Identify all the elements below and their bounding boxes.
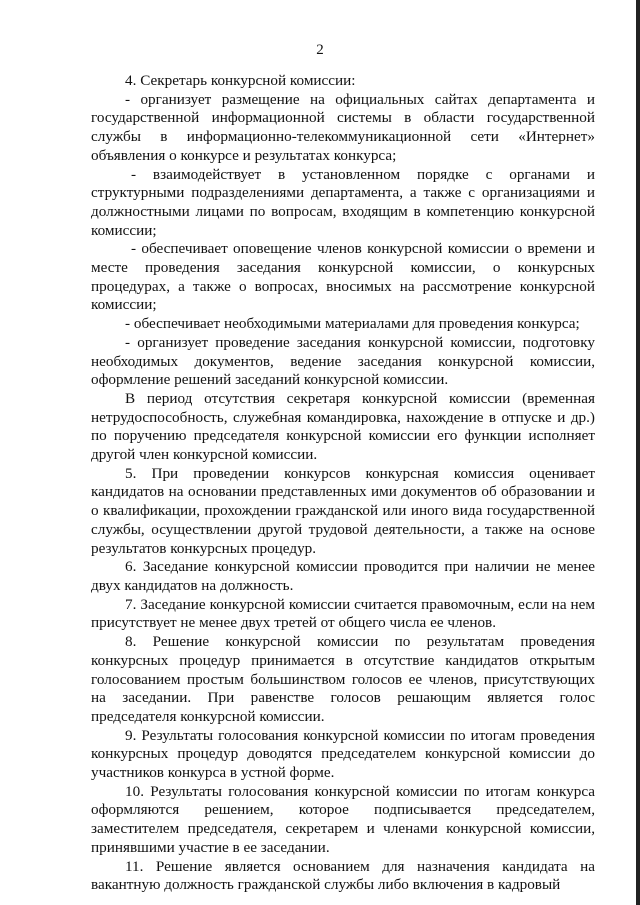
section-5-paragraph: 5. При проведении конкурсов конкурсная комиссия оценивает кандидатов на основании представленных ими документов об образовании и о квалификации, прохождении гражданской или иного вида государственной службы, осуществлении другой трудовой деятельности, а также на основе результатов конкурсных процедур. [91, 464, 595, 557]
secretary-duty-organize: - организует проведение заседания конкурсной комиссии, подготовку необходимых документов, ведение заседания конкурсной комиссии, оформление решений заседаний конкурсной комиссии. [91, 333, 595, 389]
section-8-paragraph: 8. Решение конкурсной комиссии по результатам проведения конкурсных процедур принимается в отсутствие кандидатов открытым голосованием простым большинством голосов ее членов, присутствующих на заседании. При равенстве голосов решающим является голос председателя конкурсной комиссии. [91, 633, 595, 725]
secretary-duty-publish: - организует размещение на официальных сайтах департамента и государственной информационной системы в области государственной службы в информационно-телекоммуникационной сети «Интернет» объявления о конкурсе и результатах конкурса; [91, 90, 595, 164]
document-body [91, 72, 595, 895]
scan-edge-border [636, 0, 640, 905]
secretary-duty-materials: - обеспечивает необходимыми материалами для проведения конкурса; [125, 315, 580, 333]
section-9-paragraph: 9. Результаты голосования конкурсной комиссии по итогам проведения конкурсных процедур доводятся председателем конкурсной комиссии до участников конкурса в устной форме. [91, 726, 595, 782]
page-number: 2 [316, 42, 324, 58]
section-6-paragraph: 6. Заседание конкурсной комиссии проводится при наличии не менее двух кандидатов на должность. [91, 558, 595, 594]
section-7-paragraph: 7. Заседание конкурсной комиссии считается правомочным, если на нем присутствует не менее двух третей от общего числа ее членов. [91, 595, 595, 632]
section-11-paragraph: 11. Решение является основанием для назначения кандидата на вакантную должность гражданской службы либо включения в кадровый [91, 857, 595, 894]
section-10-paragraph: 10. Результаты голосования конкурсной комиссии по итогам конкурса оформляются решением, которое подписывается председателем, заместителем председателя, секретарем и членами конкурсной комиссии, принявшими участие в ее заседании. [91, 782, 595, 856]
section-4-heading: 4. Секретарь конкурсной комиссии: [125, 72, 356, 89]
secretary-duty-interact: - взаимодействует в установленном порядке с органами и структурными подразделениями департамента, а также с организациями и должностными лицами по вопросам, входящим в компетенцию конкурсной комиссии; [91, 165, 595, 239]
secretary-absence-paragraph: В период отсутствия секретаря конкурсной комиссии (временная нетрудоспособность, служебная командировка, нахождение в отпуске и др.) по поручению председателя конкурсной комиссии его функции исполняет другой член конкурсной комиссии. [91, 389, 595, 464]
secretary-duty-notify: - обеспечивает оповещение членов конкурсной комиссии о времени и месте проведения заседания конкурсной комиссии, о конкурсных процедурах, а также о вопросах, вносимых на рассмотрение конкурсной комиссии; [91, 240, 595, 314]
